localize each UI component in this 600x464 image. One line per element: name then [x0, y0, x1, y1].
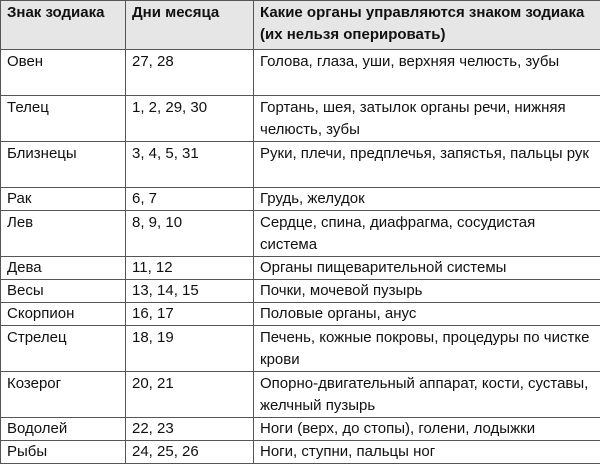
- cell-days: 16, 17: [126, 303, 254, 326]
- table-row: [1, 418, 600, 441]
- cell-days: 1, 2, 29, 30: [126, 96, 254, 142]
- cell-sign: Дева: [1, 257, 126, 280]
- cell-organs: Опорно-двигательный аппарат, кости, суставы, желчный пузырь: [254, 372, 600, 418]
- cell-sign: Скорпион: [1, 303, 126, 326]
- cell-sign: Стрелец: [1, 326, 126, 372]
- table-row: [1, 188, 600, 211]
- cell-days: 24, 25, 26: [126, 441, 254, 464]
- cell-days: 13, 14, 15: [126, 280, 254, 303]
- table-row: [1, 257, 600, 280]
- cell-days: 22, 23: [126, 418, 254, 441]
- cell-sign: Близнецы: [1, 142, 126, 188]
- cell-sign: Рыбы: [1, 441, 126, 464]
- cell-days: 11, 12: [126, 257, 254, 280]
- cell-organs: Ноги, ступни, пальцы ног: [254, 441, 600, 464]
- cell-organs: Грудь, желудок: [254, 188, 600, 211]
- header-sign: Знак зодиака: [1, 1, 126, 50]
- table-row: [1, 326, 600, 372]
- table-row: [1, 280, 600, 303]
- header-row: [1, 1, 600, 50]
- header-days: Дни месяца: [126, 1, 254, 50]
- cell-organs: Половые органы, анус: [254, 303, 600, 326]
- cell-organs: Сердце, спина, диафрагма, сосудистая система: [254, 211, 600, 257]
- table-row: [1, 372, 600, 418]
- cell-organs: Органы пищеварительной системы: [254, 257, 600, 280]
- table-row: [1, 211, 600, 257]
- cell-sign: Весы: [1, 280, 126, 303]
- cell-sign: Телец: [1, 96, 126, 142]
- cell-days: 3, 4, 5, 31: [126, 142, 254, 188]
- cell-organs: Гортань, шея, затылок органы речи, нижняя челюсть, зубы: [254, 96, 600, 142]
- cell-sign: Козерог: [1, 372, 126, 418]
- cell-days: 20, 21: [126, 372, 254, 418]
- cell-sign: Водолей: [1, 418, 126, 441]
- cell-sign: Лев: [1, 211, 126, 257]
- table-row: [1, 303, 600, 326]
- cell-sign: Овен: [1, 50, 126, 96]
- table-row: [1, 441, 600, 464]
- cell-organs: Почки, мочевой пузырь: [254, 280, 600, 303]
- cell-days: 18, 19: [126, 326, 254, 372]
- cell-sign: Рак: [1, 188, 126, 211]
- table-row: [1, 96, 600, 142]
- cell-organs: Печень, кожные покровы, процедуры по чистке крови: [254, 326, 600, 372]
- cell-organs: Ноги (верх, до стопы), голени, лодыжки: [254, 418, 600, 441]
- cell-organs: Руки, плечи, предплечья, запястья, пальцы рук: [254, 142, 600, 188]
- cell-days: 6, 7: [126, 188, 254, 211]
- cell-organs: Голова, глаза, уши, верхняя челюсть, зубы: [254, 50, 600, 96]
- table-row: [1, 50, 600, 96]
- cell-days: 8, 9, 10: [126, 211, 254, 257]
- table-row: [1, 142, 600, 188]
- cell-days: 27, 28: [126, 50, 254, 96]
- header-organs: Какие органы управляются знаком зодиака (их нельзя оперировать): [254, 1, 600, 50]
